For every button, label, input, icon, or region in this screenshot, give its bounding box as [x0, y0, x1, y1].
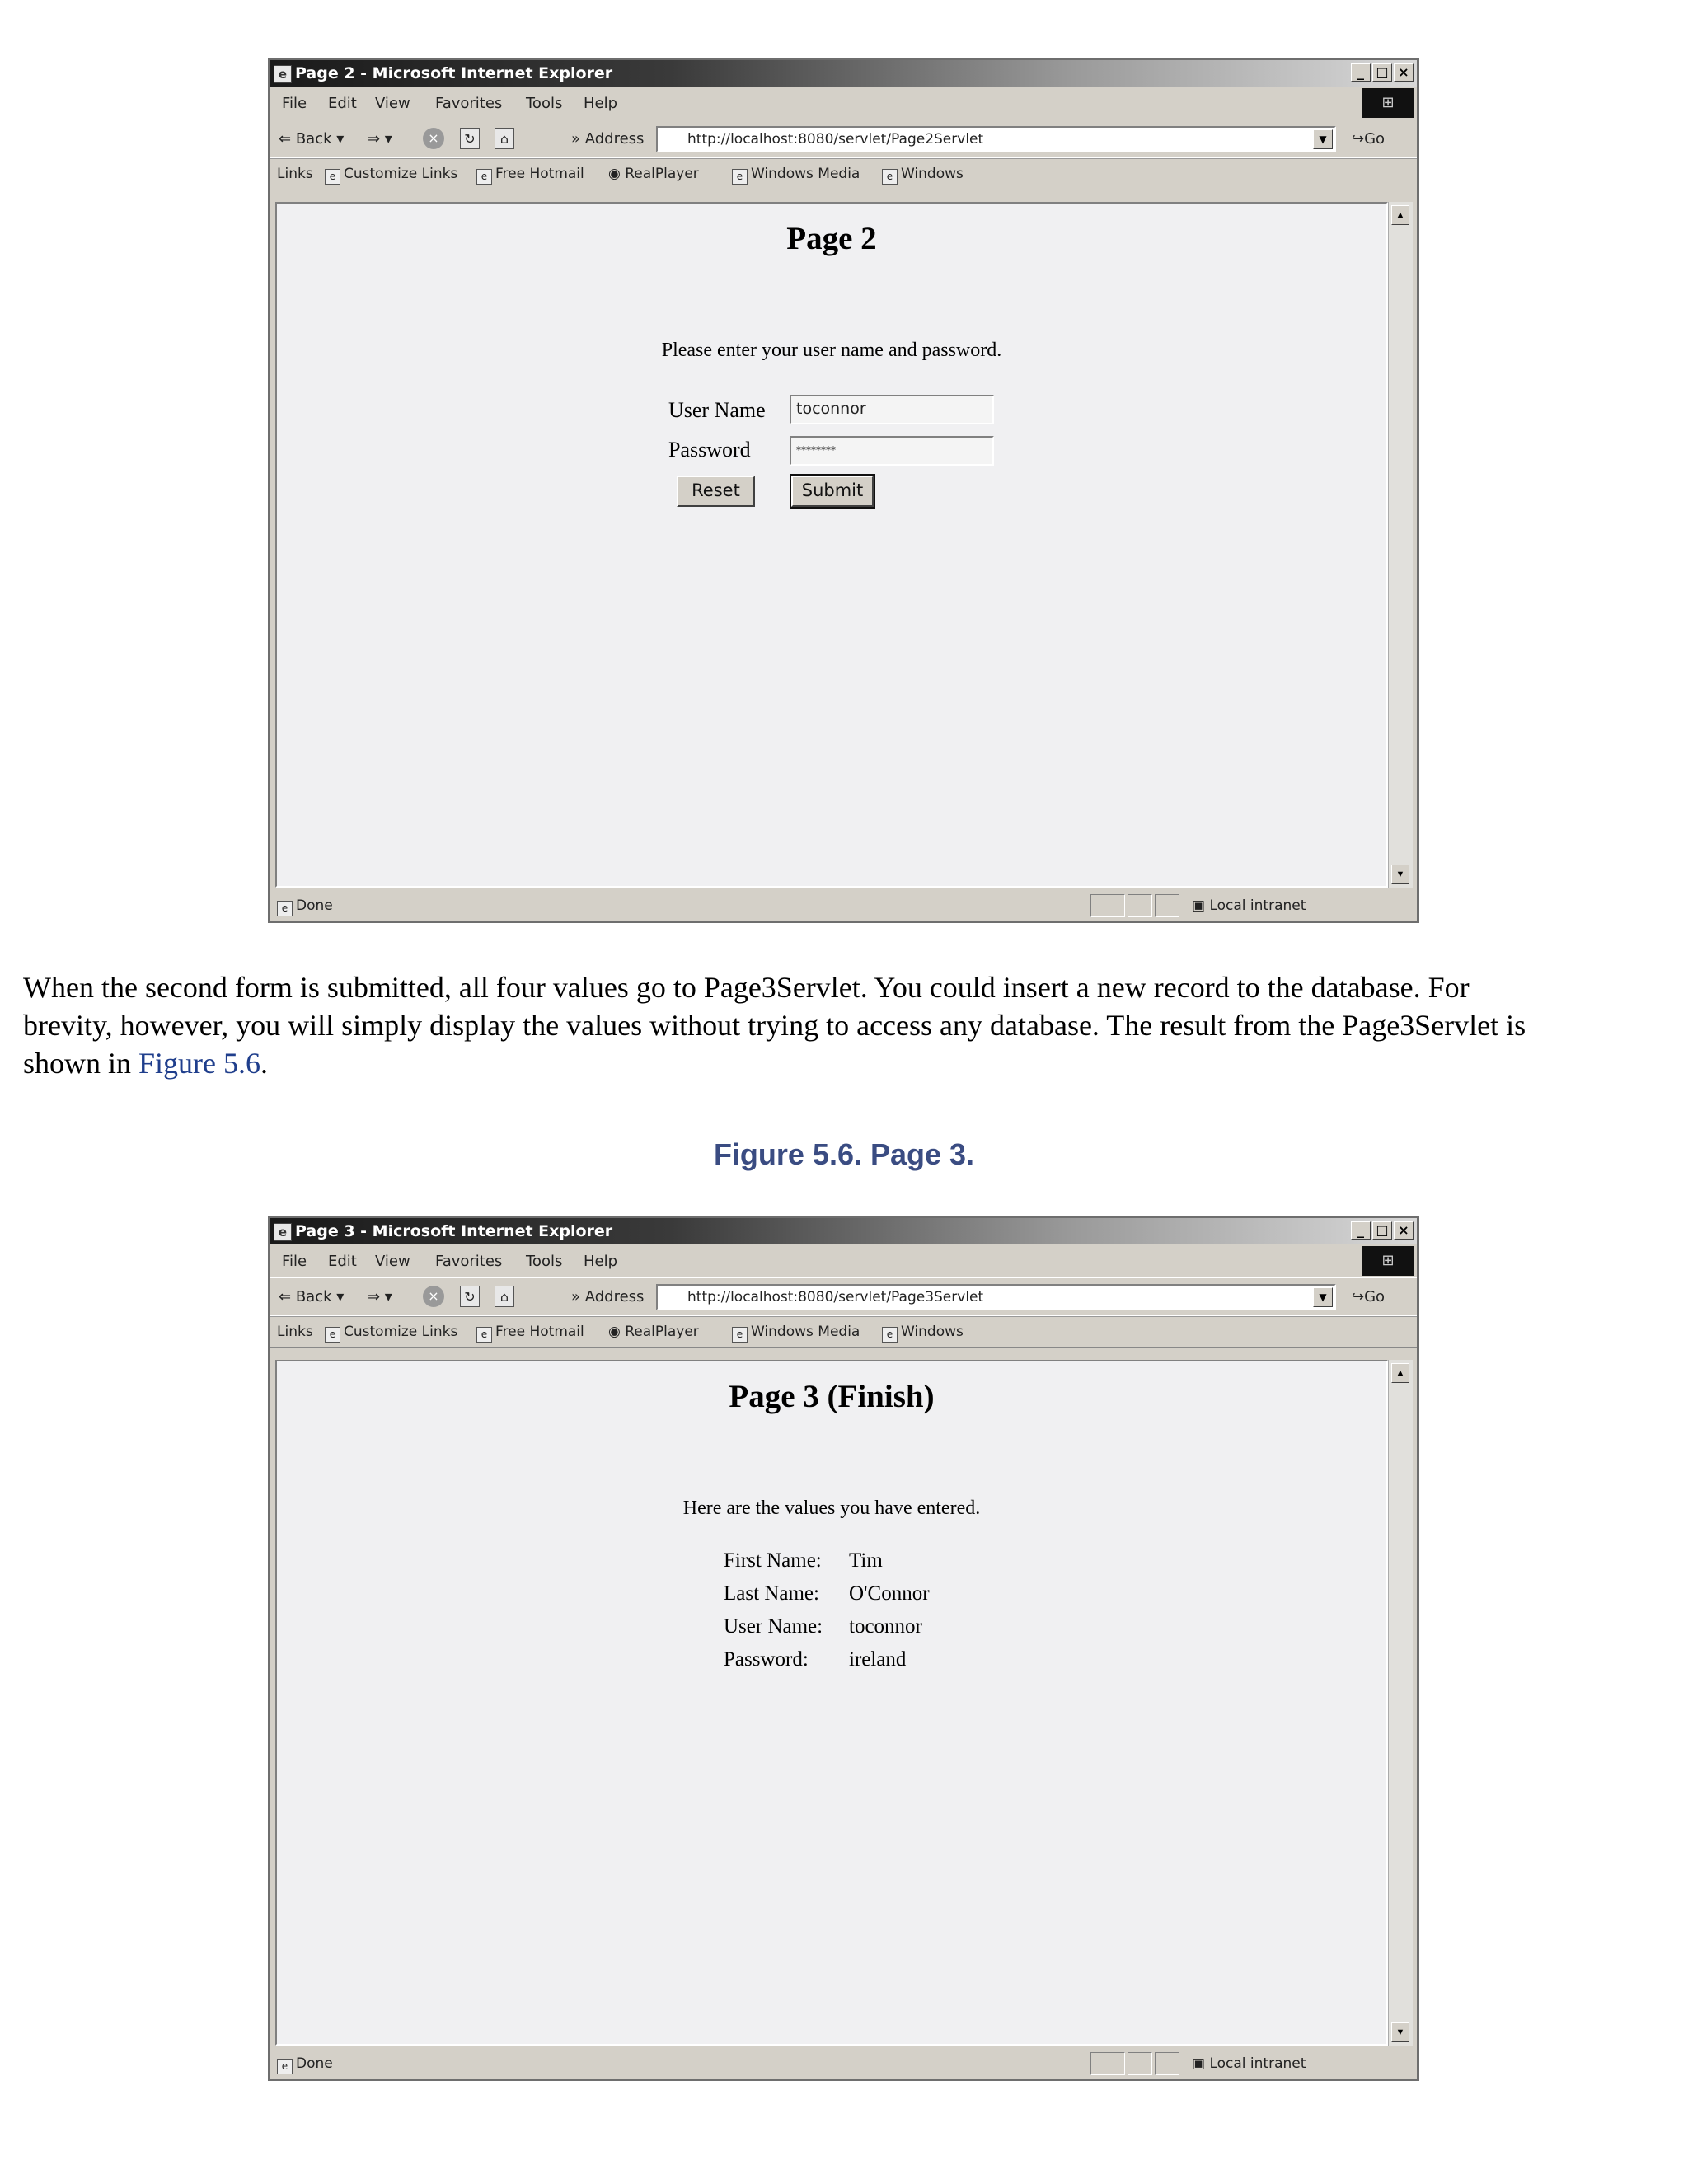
link-windows-media[interactable]	[732, 166, 860, 185]
home-icon[interactable]: ⌂	[495, 128, 514, 149]
links-bar	[270, 1315, 1417, 1348]
reset-button[interactable]: Reset	[677, 476, 755, 507]
status-label: Done	[296, 898, 333, 914]
address-url: http://localhost:8080/servlet/Page2Servlet	[687, 131, 984, 148]
status-pane	[1155, 2052, 1179, 2075]
scroll-down-icon[interactable]: ▼	[1391, 2022, 1409, 2042]
ie-icon: e	[274, 1223, 292, 1241]
body-text-fragment: .	[260, 1047, 269, 1080]
status-pane	[1128, 2052, 1152, 2075]
forward-button[interactable]: ⇒ ▾	[368, 130, 392, 148]
page-title: Page 2	[786, 221, 877, 256]
windows-logo-icon: ⊞	[1362, 88, 1414, 118]
address-url: http://localhost:8080/servlet/Page3Servlet	[687, 1289, 984, 1305]
link-free-hotmail[interactable]	[476, 1324, 584, 1343]
zone-label: Local intranet	[1209, 2055, 1306, 2072]
password-input[interactable]: ********	[790, 436, 994, 466]
link-windows[interactable]	[882, 166, 964, 185]
link-windows[interactable]	[882, 1324, 964, 1343]
ie-page-icon: e	[325, 169, 340, 185]
back-label: Back	[295, 1288, 332, 1305]
ie-page-icon: e	[325, 1327, 340, 1343]
figure-link[interactable]: Figure 5.6	[138, 1047, 261, 1080]
menu-favorites[interactable]: Favorites	[435, 95, 503, 112]
ie-window-page3	[268, 1216, 1419, 2081]
password-value: ireland	[849, 1648, 907, 1671]
scroll-up-icon[interactable]: ▲	[1391, 1363, 1409, 1383]
zone-label: Local intranet	[1209, 898, 1306, 914]
last-name-label: Last Name:	[724, 1582, 819, 1605]
menu-view[interactable]: View	[375, 1253, 410, 1270]
body-text-fragment: shown in	[23, 1047, 139, 1080]
username-label: User Name	[668, 398, 766, 422]
ie-page-icon: e	[277, 2059, 293, 2074]
body-line	[23, 1044, 1672, 1082]
ie-page-icon: e	[732, 169, 748, 185]
menu-view[interactable]: View	[375, 95, 410, 112]
ie-page-icon: e	[476, 169, 492, 185]
link-customize-links[interactable]	[325, 1324, 457, 1343]
menu-file[interactable]: File	[282, 95, 307, 112]
menu-help[interactable]: Help	[584, 1253, 618, 1270]
navigation-toolbar	[270, 1277, 1417, 1317]
status-bar	[270, 2049, 1417, 2080]
link-label: Free Hotmail	[495, 1324, 584, 1340]
address-input[interactable]	[656, 126, 1336, 152]
window-title: Page 3 - Microsoft Internet Explorer	[295, 1222, 613, 1240]
realplayer-icon: ◉	[608, 166, 626, 182]
maximize-button[interactable]: □	[1372, 63, 1392, 82]
body-paragraph	[23, 968, 1672, 1082]
figure-caption: Figure 5.6. Page 3.	[713, 1137, 975, 1171]
maximize-button[interactable]: □	[1372, 1221, 1392, 1240]
password-label: Password:	[724, 1648, 809, 1671]
submit-button[interactable]: Submit	[791, 476, 874, 507]
zone-indicator	[1192, 898, 1306, 914]
form-prompt: Please enter your user name and password.	[661, 340, 1002, 361]
status-label: Done	[296, 2055, 333, 2072]
username-input[interactable]: toconnor	[790, 395, 994, 424]
ie-window-page2	[268, 58, 1419, 923]
first-name-label: First Name:	[724, 1549, 822, 1572]
link-label: Windows Media	[751, 1324, 860, 1340]
link-free-hotmail[interactable]	[476, 166, 584, 185]
user-name-label: User Name:	[724, 1615, 823, 1638]
page-title: Page 3 (Finish)	[729, 1379, 935, 1414]
body-line: brevity, however, you will simply display the values without trying to access any database. The result from the Page3Servlet is	[23, 1009, 1526, 1042]
address-label-text: Address	[584, 1288, 645, 1305]
menu-favorites[interactable]: Favorites	[435, 1253, 503, 1270]
stop-icon[interactable]: ×	[423, 1286, 444, 1307]
refresh-icon[interactable]: ↻	[460, 128, 480, 149]
ie-page-icon: e	[882, 1327, 898, 1343]
link-label: Free Hotmail	[495, 166, 584, 182]
links-bar	[270, 157, 1417, 190]
title-bar[interactable]	[270, 1218, 1417, 1244]
page-content	[275, 202, 1388, 888]
menu-help[interactable]: Help	[584, 95, 618, 112]
menu-edit[interactable]: Edit	[328, 1253, 357, 1270]
vertical-scrollbar[interactable]	[1388, 202, 1413, 888]
address-dropdown-icon[interactable]: ▼	[1313, 1287, 1333, 1307]
link-label: Windows Media	[751, 166, 860, 182]
navigation-toolbar	[270, 120, 1417, 159]
last-name-value: O'Connor	[849, 1582, 930, 1605]
back-button[interactable]: ⇐ Back ▾	[279, 1288, 345, 1305]
windows-logo-icon: ⊞	[1362, 1246, 1414, 1276]
password-label: Password	[668, 438, 751, 462]
refresh-icon[interactable]: ↻	[460, 1286, 480, 1307]
address-label: » Address	[571, 130, 645, 148]
status-text	[277, 2055, 333, 2074]
address-label-text: Address	[584, 130, 645, 148]
menu-bar	[270, 87, 1417, 120]
window-title: Page 2 - Microsoft Internet Explorer	[295, 64, 613, 82]
address-dropdown-icon[interactable]: ▼	[1313, 129, 1333, 149]
link-label: Windows	[901, 1324, 964, 1340]
title-bar[interactable]	[270, 60, 1417, 87]
realplayer-icon: ◉	[608, 1324, 626, 1340]
link-label: Customize Links	[344, 166, 458, 182]
link-label: Customize Links	[344, 1324, 458, 1340]
back-label: Back	[295, 130, 332, 148]
intranet-icon: ▣	[1192, 898, 1210, 914]
intranet-icon: ▣	[1192, 2055, 1210, 2072]
page-content	[275, 1360, 1388, 2046]
ie-icon: e	[274, 65, 292, 83]
link-label: RealPlayer	[625, 166, 699, 182]
stop-icon[interactable]: ×	[423, 128, 444, 149]
menu-file[interactable]: File	[282, 1253, 307, 1270]
address-input[interactable]	[656, 1284, 1336, 1310]
status-text	[277, 898, 333, 916]
go-button[interactable]: ↪Go	[1352, 1288, 1386, 1305]
back-button[interactable]: ⇐ Back ▾	[279, 130, 345, 148]
minimize-button[interactable]: _	[1351, 63, 1371, 82]
status-bar	[270, 891, 1417, 922]
link-customize-links[interactable]	[325, 166, 457, 185]
scroll-down-icon[interactable]: ▼	[1391, 865, 1409, 884]
address-label: » Address	[571, 1288, 645, 1305]
link-realplayer[interactable]	[608, 166, 699, 182]
zone-indicator	[1192, 2055, 1306, 2072]
link-windows-media[interactable]	[732, 1324, 860, 1343]
menu-tools[interactable]: Tools	[526, 1253, 563, 1270]
vertical-scrollbar[interactable]	[1388, 1360, 1413, 2046]
link-label: RealPlayer	[625, 1324, 699, 1340]
menu-bar	[270, 1244, 1417, 1277]
close-button[interactable]: ×	[1394, 1221, 1414, 1240]
menu-tools[interactable]: Tools	[526, 95, 563, 112]
go-button[interactable]: ↪Go	[1352, 130, 1386, 148]
ie-page-icon: e	[277, 901, 293, 916]
ie-page-icon: e	[882, 169, 898, 185]
body-line: When the second form is submitted, all four values go to Page3Servlet. You could insert a new record to the database. For	[23, 971, 1470, 1004]
links-label: Links	[277, 166, 313, 182]
link-label: Windows	[901, 166, 964, 182]
status-pane	[1128, 894, 1152, 917]
ie-page-icon: e	[732, 1327, 748, 1343]
go-label: Go	[1364, 130, 1386, 148]
user-name-value: toconnor	[849, 1615, 922, 1638]
menu-edit[interactable]: Edit	[328, 95, 357, 112]
ie-page-icon: e	[476, 1327, 492, 1343]
go-label: Go	[1364, 1288, 1386, 1305]
values-intro: Here are the values you have entered.	[682, 1497, 981, 1519]
link-realplayer[interactable]	[608, 1324, 699, 1340]
links-label: Links	[277, 1324, 313, 1340]
minimize-button[interactable]: _	[1351, 1221, 1371, 1240]
home-icon[interactable]: ⌂	[495, 1286, 514, 1307]
first-name-value: Tim	[849, 1549, 883, 1572]
status-pane	[1155, 894, 1179, 917]
scroll-up-icon[interactable]: ▲	[1391, 205, 1409, 225]
close-button[interactable]: ×	[1394, 63, 1414, 82]
status-pane	[1090, 894, 1125, 917]
status-pane	[1090, 2052, 1125, 2075]
forward-button[interactable]: ⇒ ▾	[368, 1288, 392, 1305]
